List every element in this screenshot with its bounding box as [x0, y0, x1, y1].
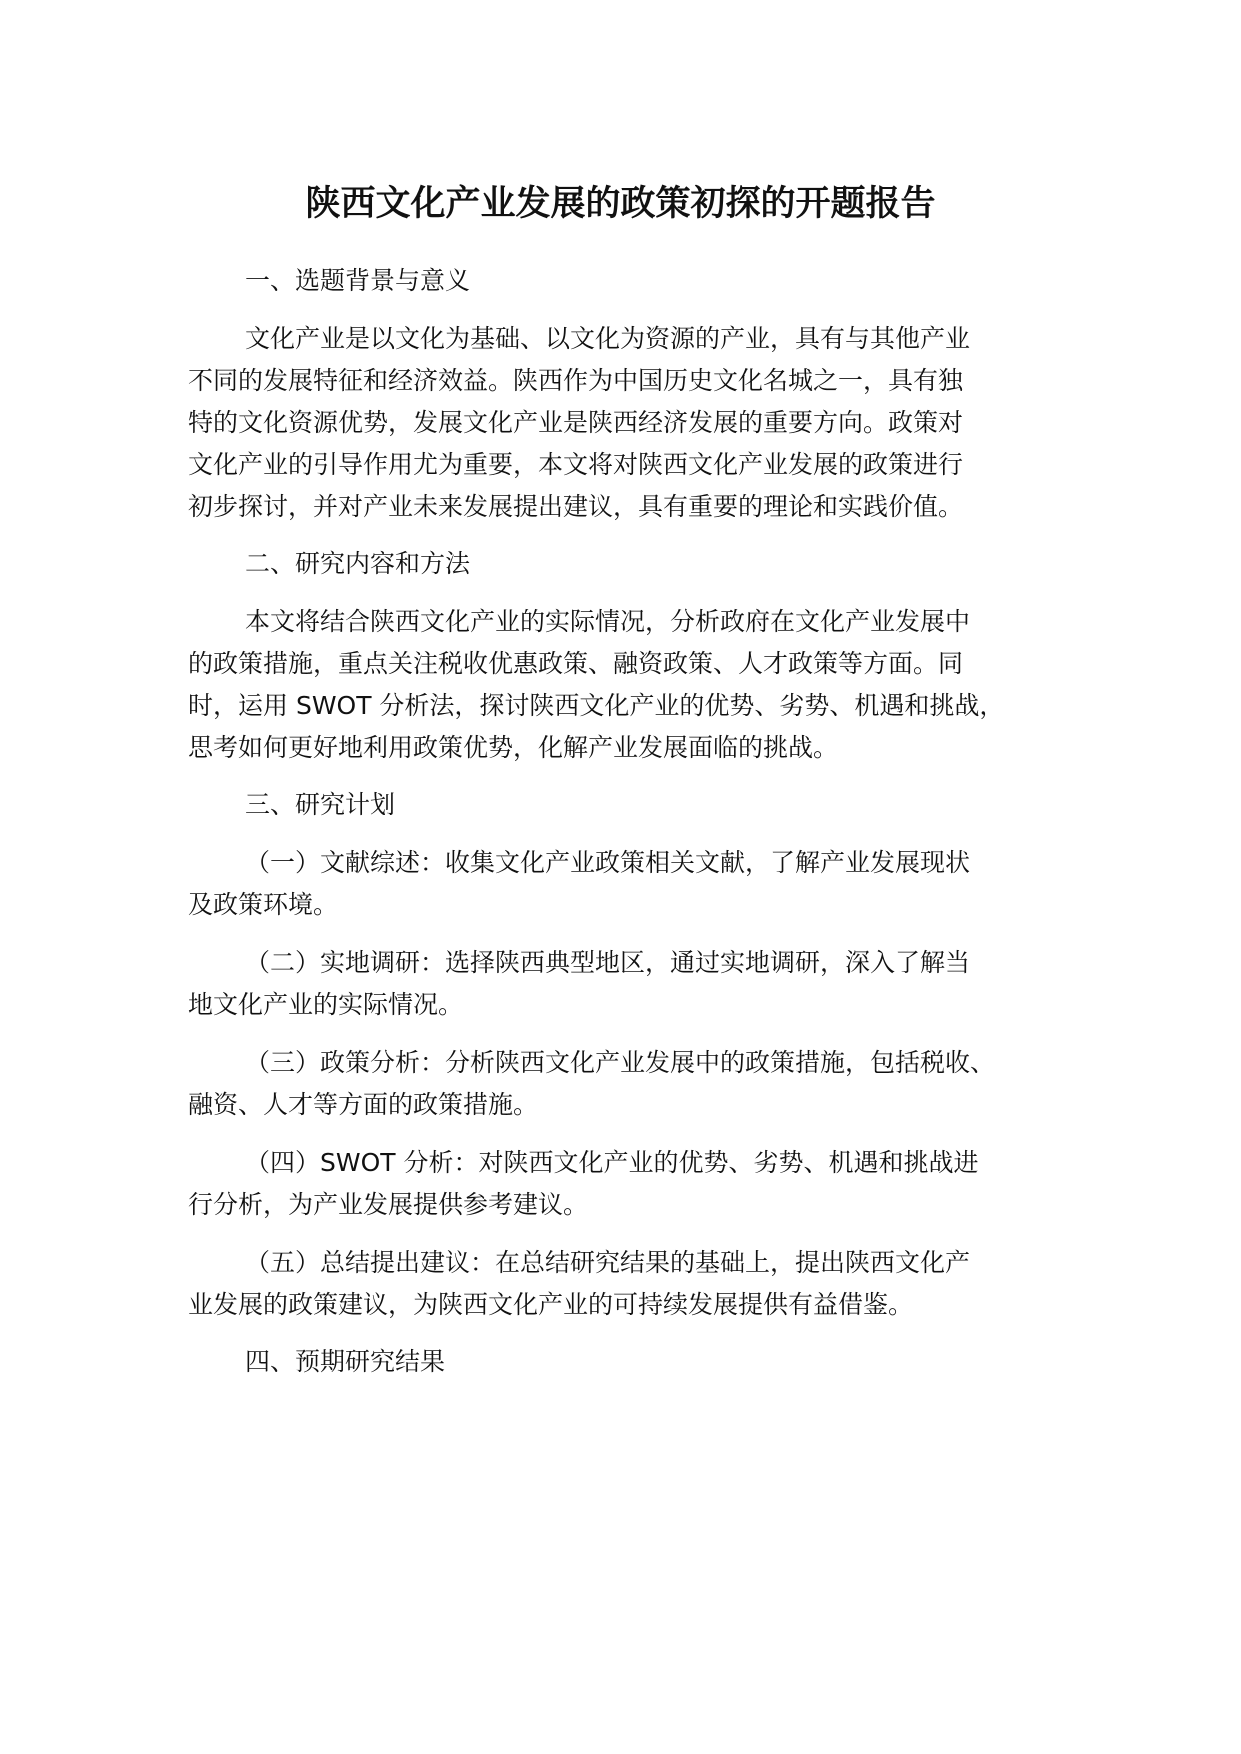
document-title: 陕西文化产业发展的政策初探的开题报告: [305, 184, 936, 224]
paragraph-line: 地文化产业的实际情况。: [188, 990, 464, 1019]
paragraph-line: （五）总结提出建议：在总结研究结果的基础上，提出陕西文化产: [245, 1248, 971, 1277]
section-heading: 四、预期研究结果: [245, 1347, 446, 1376]
paragraph-line: （一）文献综述：收集文化产业政策相关文献，了解产业发展现状: [245, 848, 971, 877]
section-heading: 三、研究计划: [245, 790, 396, 819]
section-heading: 一、选题背景与意义: [245, 266, 471, 295]
paragraph-line: （二）实地调研：选择陕西典型地区，通过实地调研，深入了解当: [245, 948, 971, 977]
section-heading: 二、研究内容和方法: [245, 549, 471, 578]
paragraph-line: 文化产业是以文化为基础、以文化为资源的产业，具有与其他产业: [245, 324, 971, 353]
paragraph-line: 文化产业的引导作用尤为重要，本文将对陕西文化产业发展的政策进行: [188, 450, 964, 479]
paragraph-line: （三）政策分析：分析陕西文化产业发展中的政策措施，包括税收、: [245, 1048, 996, 1077]
paragraph-line: （四）SWOT 分析：对陕西文化产业的优势、劣势、机遇和挑战进: [245, 1148, 979, 1177]
paragraph-line: 不同的发展特征和经济效益。陕西作为中国历史文化名城之一，具有独: [188, 366, 964, 395]
paragraph-line: 本文将结合陕西文化产业的实际情况，分析政府在文化产业发展中: [245, 607, 971, 636]
paragraph-line: 的政策措施，重点关注税收优惠政策、融资政策、人才政策等方面。同: [188, 649, 964, 678]
paragraph-line: 融资、人才等方面的政策措施。: [188, 1090, 539, 1119]
paragraph-line: 初步探讨，并对产业未来发展提出建议，具有重要的理论和实践价值。: [188, 492, 964, 521]
paragraph-line: 特的文化资源优势，发展文化产业是陕西经济发展的重要方向。政策对: [188, 408, 964, 437]
paragraph-line: 时，运用 SWOT 分析法，探讨陕西文化产业的优势、劣势、机遇和挑战，: [188, 691, 1005, 720]
paragraph-line: 业发展的政策建议，为陕西文化产业的可持续发展提供有益借鉴。: [188, 1290, 914, 1319]
paragraph-line: 及政策环境。: [188, 890, 339, 919]
paragraph-line: 行分析，为产业发展提供参考建议。: [188, 1190, 589, 1219]
paragraph-line: 思考如何更好地利用政策优势，化解产业发展面临的挑战。: [188, 733, 839, 762]
